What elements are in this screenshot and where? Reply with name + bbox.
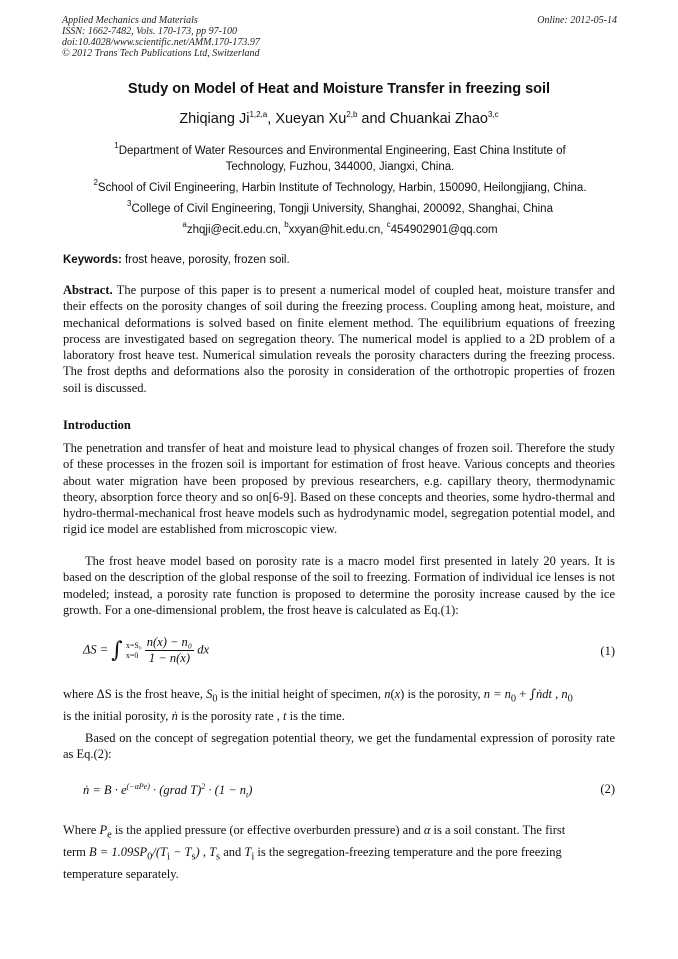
keywords: [63, 252, 615, 268]
text-run: term: [63, 844, 90, 859]
affiliation-marker: 1: [114, 141, 119, 150]
subscript: 0: [567, 693, 573, 705]
keywords-text: frost heave, porosity, frozen soil.: [121, 254, 290, 266]
eq1-lower-limit: x=0: [125, 650, 139, 660]
text-run: is the time.: [286, 708, 345, 723]
author-superscript: 1,2,a: [249, 110, 268, 119]
eq2-number: (2): [600, 782, 615, 796]
text-run: is the segregation-freezing temperature and the pore freezing: [254, 844, 562, 859]
subscript: s: [216, 851, 221, 863]
affiliation-1: [60, 138, 620, 175]
author-name: Chuankai Zhao: [389, 111, 488, 127]
integral-sign: ∫: [529, 686, 536, 701]
inline-math: /(T: [152, 844, 167, 859]
inline-math: ): [195, 844, 200, 859]
subscript: 0: [212, 693, 218, 705]
subscript: i: [251, 851, 255, 863]
author-list: [0, 110, 678, 127]
subscript: e: [107, 829, 112, 841]
email-marker: a: [182, 220, 187, 229]
affiliation-text: College of Civil Engineering, Tongji University, Shanghai, 200092, Shanghai, China: [131, 203, 553, 215]
text-run: is the applied pressure (or effective overburden pressure) and: [111, 823, 424, 837]
text-run: is the initial height of specimen,: [217, 687, 385, 701]
symbol-alpha: α: [423, 823, 431, 837]
intro-paragraph-3: where ΔS is the frost heave, $S_0$ is the initial height of specimen, n(x) is the porosity, $n = n_0$ + ∫ṅdt , $n_0$ is the initial porosity, ṅ is the porosity rate , t is the time.: [63, 686, 573, 723]
intro-paragraph-4: Based on the concept of segregation potential theory, we get the fundamental expression of porosity rate as Eq.(2):: [63, 731, 615, 762]
text-run: (: [390, 687, 395, 701]
text-run: is the initial porosity,: [63, 708, 172, 723]
email-address[interactable]: xxyan@hit.edu.cn,: [288, 224, 387, 236]
affiliation-3: [60, 196, 620, 218]
text-run: is a soil constant. The first: [430, 823, 566, 837]
email-address[interactable]: 454902901@qq.com: [390, 224, 498, 236]
copyright: © 2012 Trans Tech Publications Ltd, Switzerland: [62, 48, 260, 59]
subscript: 0: [147, 851, 153, 863]
eq2-power: 2: [201, 782, 206, 791]
eq1-differential: dx: [197, 642, 210, 657]
section-heading-introduction: Introduction: [63, 418, 131, 432]
affiliation-text: Technology, Fuzhou, 344000, Jiangxi, China.: [225, 160, 455, 173]
affiliation-marker: 2: [93, 178, 98, 187]
eq2-exponent: (−αPe): [126, 782, 150, 791]
symbol-T: T: [209, 844, 217, 859]
affiliation-2: [60, 175, 620, 197]
abstract-label: Abstract.: [63, 283, 113, 297]
symbol-P: P: [99, 823, 108, 837]
eq2-lhs: ṅ = B · e: [83, 783, 127, 798]
eq2-close: ): [248, 783, 253, 798]
text-run: ,: [199, 844, 210, 859]
eq1-upper-limit: x=S₀: [125, 640, 142, 650]
email-marker: b: [284, 220, 289, 229]
abstract-text: The purpose of this paper is to present a numerical model of coupled heat, moisture transfer and their effects on the porosity changes of soil during the freezing process. Coupling among heat, moisture, and mechanical deformations is solved based on finite element method. The equilibrium equations of freezing process are investigated based on segregation theory. The numerical model is applied to a 2D problem of a laboratory frost heave test. Numerical simulation reveals the porosity characters during the freezing process. The frost depths and deformations also the porosity in consideration of the orthotropic properties of frozen soil is discussed.: [63, 283, 615, 395]
equation-1: [63, 635, 615, 669]
journal-header: [62, 15, 617, 59]
keywords-label: Keywords:: [63, 254, 122, 266]
eq1-denominator: 1 − n(x): [148, 651, 190, 665]
subscript: i: [166, 851, 170, 863]
subscript: s: [191, 851, 196, 863]
inline-math: ṅdt: [535, 687, 552, 701]
author-separator: ,: [267, 111, 276, 127]
eq1-number: (1): [600, 644, 615, 658]
email-address[interactable]: zhqji@ecit.edu.cn,: [186, 224, 285, 236]
text-run: ) is the porosity,: [400, 687, 484, 701]
symbol-ndot: ṅ: [171, 708, 178, 723]
subscript: 0: [510, 693, 517, 705]
author-separator: and: [357, 111, 390, 127]
text-run: S is the frost heave,: [104, 687, 207, 701]
text-run: Where: [63, 823, 100, 837]
inline-math: − T: [169, 844, 192, 859]
email-line: [60, 217, 620, 239]
paper-title: Study on Model of Heat and Moisture Transfer in freezing soil: [127, 81, 551, 97]
eq1-lhs: ΔS =: [83, 642, 109, 657]
author-superscript: 2,b: [346, 110, 358, 119]
symbol-T: T: [244, 844, 252, 859]
intro-paragraph-2: The frost heave model based on porosity rate is a macro model first presented in lately 20 years. It is based on the description of the global response of the soil to freezing. Formation of individual ice lenses is not modeled; instead, a porosity rate function is proposed to determine the porosity increase caused by the ice growth. For a one-dimensional problem, the frost heave is calculated as Eq.(1):: [63, 554, 615, 617]
affiliation-text: School of Civil Engineering, Harbin Institute of Technology, Harbin, 150090, Heilongjiang, China.: [97, 182, 587, 194]
issn: ISSN: 1662-7482, Vols. 170-173, pp 97-100: [62, 26, 237, 37]
journal-name: Applied Mechanics and Materials: [62, 15, 198, 26]
symbol-t: t: [283, 708, 287, 723]
text-run: where: [63, 687, 97, 701]
text-run: temperature separately.: [63, 866, 179, 881]
eq2-mid: · (grad T): [149, 783, 202, 798]
eq2-tail: · (1 − n: [205, 783, 247, 798]
inline-math: B = 1.09SP: [89, 844, 148, 859]
affiliation-text: Department of Water Resources and Environmental Engineering, East China Institute of: [118, 145, 566, 157]
inline-math: , n: [551, 687, 568, 701]
abstract: [63, 282, 615, 396]
symbol-x: x: [394, 687, 401, 701]
online-date: Online: 2012-05-14: [537, 15, 617, 26]
eq1-numerator: n(x) − n₀: [146, 635, 193, 649]
text-run: and: [220, 844, 245, 859]
author-superscript: 3,c: [487, 110, 499, 119]
text-run: is the porosity rate ,: [177, 708, 284, 723]
inline-math: n = n: [483, 687, 511, 701]
doi: doi:10.4028/www.scientific.net/AMM.170-173.97: [62, 37, 260, 48]
intro-paragraph-5: [63, 822, 615, 882]
equation-2: [63, 780, 615, 804]
affiliation-marker: 3: [127, 199, 132, 208]
author-name: Zhiqiang Ji: [179, 111, 250, 127]
symbol-S: S: [206, 687, 213, 701]
text-run: +: [516, 687, 530, 701]
integral-sign: ∫: [111, 638, 123, 663]
intro-paragraph-1: The penetration and transfer of heat and moisture lead to physical changes of frozen soil. Therefore the study of these processes in the frozen soil is important for estimation of frost heave. Various concepts and theories about water migration have been proposed by previous researchers, e.g. capillary theory, thermodynamic theory, absorption force theory and so on[6-9]. Based on these concepts and theories, some hydro-thermal and hydro-thermal-mechanical frost heave models such as hydrodynamic model, segregation potential model, and rigid ice model are established from microscopic view.: [63, 441, 615, 537]
email-marker: c: [386, 220, 391, 229]
eq2-subscript: t: [246, 790, 249, 800]
author-name: Xueyan Xu: [275, 111, 347, 127]
symbol-n: n: [384, 687, 391, 701]
